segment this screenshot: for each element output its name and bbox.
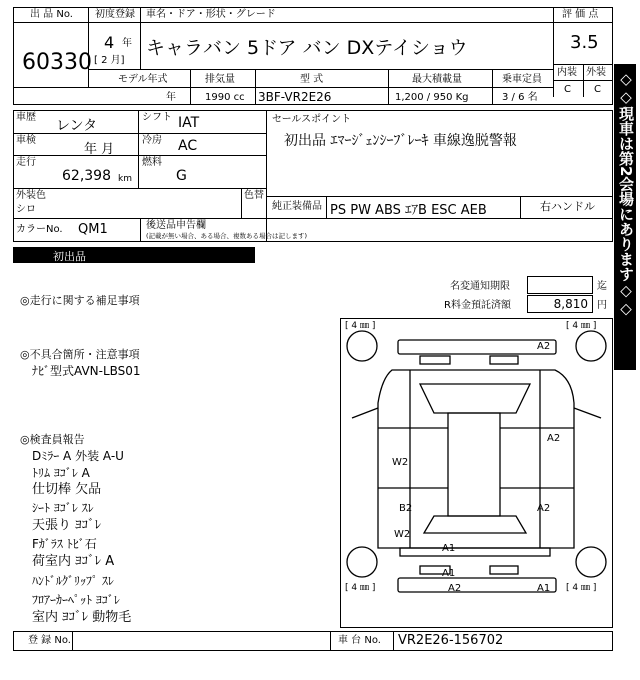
inspector-line: Fｶﾞﾗｽ ﾄﾋﾞ石 — [32, 537, 97, 551]
recycle-label: R料金預託済額 — [444, 300, 511, 311]
ac: AC — [178, 138, 198, 154]
history: レンタ — [56, 118, 98, 134]
model-code: 3BF-VR2E26 — [258, 90, 332, 104]
name-change-box — [527, 276, 593, 294]
inspector-line: 天張り ﾖｺﾞﾚ — [32, 518, 102, 533]
ext-color: シロ — [16, 204, 36, 215]
inspector-line: 荷室内 ﾖｺﾞﾚ A — [32, 554, 115, 569]
model-year-label: モデル年式 — [118, 74, 168, 85]
damage-mark: W2 — [392, 457, 409, 468]
chassis-no: VR2E26-156702 — [398, 633, 504, 648]
ac-label: 冷房 — [142, 135, 162, 146]
inspector-line: ﾊﾝﾄﾞﾙｸﾞﾘｯﾌﾟ ｽﾚ — [32, 574, 114, 588]
chassis-label: 車 台 No. — [338, 635, 381, 646]
first-reg-month: [ 2 月] — [94, 55, 125, 66]
history-label: 車歴 — [16, 112, 36, 123]
damage-mark: A1 — [537, 583, 551, 594]
lot-number: 60330 — [22, 50, 92, 75]
driving-heading: ◎走行に関する補足事項 — [20, 294, 140, 307]
first-reg-year: 4 — [104, 33, 115, 52]
tire-depth-br: [ 4 ㎜ ] — [566, 583, 597, 593]
displacement-label: 排気量 — [205, 74, 235, 85]
recycle-box — [527, 295, 593, 313]
capacity-label: 乗車定員 — [502, 74, 542, 85]
defect-line: ﾅﾋﾞ型式AVN-LBS01 — [32, 364, 141, 378]
fuel-label: 燃料 — [142, 157, 162, 168]
shift-label: シフト — [142, 112, 172, 123]
damage-mark: A2 — [547, 433, 561, 444]
exterior-label: 外装 — [586, 67, 606, 78]
defect-heading: ◎不具合箇所・注意事項 — [20, 348, 140, 361]
inspector-line: ﾌﾛｱｰｶｰﾍﾟｯﾄ ﾖｺﾞﾚ — [32, 593, 120, 607]
first-listing-text: 初出品 — [53, 250, 86, 263]
docs-note: (記載が無い場合、ある場合、複数ある場合は記します) — [146, 232, 308, 240]
inspector-line: ﾄﾘﾑ ﾖｺﾞﾚ A — [32, 466, 90, 480]
interior-score: C — [564, 84, 571, 95]
inspector-line: Dﾐﾗｰ A 外装 A-U — [32, 449, 124, 463]
model-year-unit: 年 — [166, 92, 176, 103]
genuine-label: 純正装備品 — [272, 201, 322, 212]
damage-mark: A2 — [448, 583, 462, 594]
car-diagram — [340, 318, 613, 628]
steering: 右ハンドル — [540, 200, 595, 213]
max-load-label: 最大積載量 — [412, 74, 462, 85]
inspector-line: 仕切棒 欠品 — [32, 482, 102, 497]
ext-color-label: 外装色 — [16, 190, 46, 201]
mileage: 62,398 — [62, 168, 111, 184]
recycle-unit: 円 — [597, 300, 607, 311]
car-name: キャラバン 5ドア バン DXテイショウ — [146, 37, 468, 59]
displacement: 1990 cc — [205, 92, 245, 103]
lot-label: 出 品 No. — [30, 9, 73, 20]
fuel: G — [176, 168, 187, 184]
first-reg-label: 初度登録 — [95, 9, 135, 20]
car-name-label: 車名・ドア・形状・グレード — [146, 9, 276, 20]
docs-label: 後送品申告欄 — [146, 220, 206, 231]
tire-depth-bl: [ 4 ㎜ ] — [345, 583, 376, 593]
year-unit: 年 — [122, 38, 132, 49]
inspector-line: ｼｰﾄ ﾖｺﾞﾚ ｽﾚ — [32, 501, 94, 515]
damage-mark: W2 — [394, 529, 411, 540]
inspection-label: 車検 — [16, 135, 36, 146]
mileage-label: 走行 — [16, 157, 36, 168]
first-listing-banner — [13, 247, 255, 263]
recycle-value: 8,810 — [553, 297, 588, 311]
genuine-equipment: PS PW ABS ｴｱB ESC AEB — [330, 203, 487, 218]
score: 3.5 — [570, 32, 599, 53]
damage-mark: A2 — [537, 341, 551, 352]
wheel-icon — [347, 547, 377, 577]
damage-mark: B2 — [399, 503, 413, 514]
reg-no-label: 登 録 No. — [28, 635, 71, 646]
damage-mark: A1 — [442, 568, 456, 579]
tire-depth-tr: [ 4 ㎜ ] — [566, 321, 597, 331]
footer-frame — [13, 631, 613, 651]
tire-depth-tl: [ 4 ㎜ ] — [345, 321, 376, 331]
wheel-icon — [347, 331, 377, 361]
score-label: 評 価 点 — [562, 9, 599, 20]
type-label: 型 式 — [300, 74, 324, 85]
color-change-label: 色替 — [244, 190, 264, 201]
inspection: 年 月 — [84, 142, 115, 157]
shift: IAT — [178, 115, 200, 131]
side-banner-text: ◇◇現車は第2会場にあります◇◇ — [617, 70, 635, 318]
mileage-unit: km — [118, 174, 132, 184]
inspector-line: 室内 ﾖｺﾞﾚ 動物毛 — [32, 610, 132, 625]
color-no: QM1 — [78, 222, 108, 237]
wheel-icon — [576, 547, 606, 577]
side-banner — [614, 64, 636, 370]
damage-mark: A1 — [442, 543, 456, 554]
interior-label: 内装 — [557, 67, 577, 78]
sales-point-label: セールスポイント — [272, 114, 352, 125]
wheel-icon — [576, 331, 606, 361]
sales-point: 初出品 ｴﾏｰｼﾞｪﾝｼｰﾌﾞﾚｰｷ 車線逸脱警報 — [284, 133, 517, 149]
name-change-unit: 迄 — [597, 281, 607, 292]
exterior-score: C — [594, 84, 601, 95]
capacity: 3 / 6 名 — [502, 92, 538, 103]
color-no-label: カラーNo. — [16, 224, 63, 235]
damage-mark: A2 — [537, 503, 551, 514]
inspector-heading: ◎検査員報告 — [20, 433, 85, 446]
max-load: 1,200 / 950 Kg — [395, 92, 469, 103]
name-change-label: 名変通知期限 — [450, 281, 510, 292]
